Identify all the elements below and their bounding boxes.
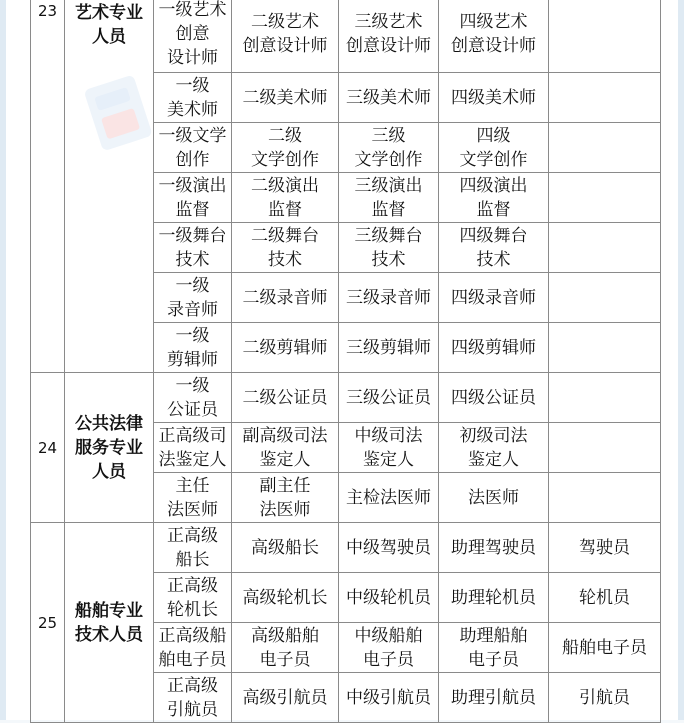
table-cell: 三级舞台 技术 xyxy=(339,223,439,273)
table-cell: 四级美术师 xyxy=(439,73,549,123)
table-cell: 三级演出 监督 xyxy=(339,173,439,223)
table-cell: 主检法医师 xyxy=(339,473,439,523)
table-row xyxy=(31,373,661,423)
table-cell xyxy=(549,223,661,273)
table-cell: 主任 法医师 xyxy=(154,473,232,523)
table-cell: 中级船舶 电子员 xyxy=(339,623,439,673)
group-number: 23 xyxy=(31,0,65,373)
table-cell: 二级舞台 技术 xyxy=(232,223,339,273)
table-cell: 三级艺术 创意设计师 xyxy=(339,0,439,73)
table-cell: 正高级司 法鉴定人 xyxy=(154,423,232,473)
table-cell: 二级录音师 xyxy=(232,273,339,323)
table-cell xyxy=(549,73,661,123)
table-cell: 二级演出 监督 xyxy=(232,173,339,223)
table-cell xyxy=(549,423,661,473)
group-category: 公共法律 服务专业 人员 xyxy=(65,373,154,523)
group-category: 船舶专业 技术人员 xyxy=(65,523,154,723)
table-cell: 二级公证员 xyxy=(232,373,339,423)
table-cell: 正高级 船长 xyxy=(154,523,232,573)
table-cell: 助理船舶 电子员 xyxy=(439,623,549,673)
table-cell: 正高级 引航员 xyxy=(154,673,232,723)
table-cell xyxy=(549,0,661,73)
table-cell xyxy=(549,173,661,223)
table-cell: 法医师 xyxy=(439,473,549,523)
table-cell: 一级演出 监督 xyxy=(154,173,232,223)
table-cell: 四级录音师 xyxy=(439,273,549,323)
table-cell xyxy=(549,323,661,373)
table-cell: 高级船舶 电子员 xyxy=(232,623,339,673)
table-cell: 轮机员 xyxy=(549,573,661,623)
table-cell: 四级剪辑师 xyxy=(439,323,549,373)
table-cell: 四级艺术 创意设计师 xyxy=(439,0,549,73)
table-cell: 正高级 轮机长 xyxy=(154,573,232,623)
table-cell xyxy=(549,123,661,173)
table-row xyxy=(31,0,661,73)
table-cell: 一级 美术师 xyxy=(154,73,232,123)
table-cell: 中级司法 鉴定人 xyxy=(339,423,439,473)
professional-title-table xyxy=(30,0,661,723)
table-cell xyxy=(549,273,661,323)
table-cell: 一级文学 创作 xyxy=(154,123,232,173)
table-cell: 四级舞台 技术 xyxy=(439,223,549,273)
group-number: 24 xyxy=(31,373,65,523)
table-cell: 高级轮机长 xyxy=(232,573,339,623)
table-cell: 副高级司法 鉴定人 xyxy=(232,423,339,473)
table-cell: 中级轮机员 xyxy=(339,573,439,623)
table-cell: 正高级船 舶电子员 xyxy=(154,623,232,673)
table-cell: 四级 文学创作 xyxy=(439,123,549,173)
group-category: 艺术专业 人员 xyxy=(65,0,154,373)
table-cell xyxy=(549,473,661,523)
table-cell: 四级公证员 xyxy=(439,373,549,423)
table-cell: 一级艺术 创意 设计师 xyxy=(154,0,232,73)
table-cell: 高级船长 xyxy=(232,523,339,573)
table-cell: 高级引航员 xyxy=(232,673,339,723)
table-cell: 三级公证员 xyxy=(339,373,439,423)
table-cell: 引航员 xyxy=(549,673,661,723)
table-cell: 中级驾驶员 xyxy=(339,523,439,573)
table-cell: 二级 文学创作 xyxy=(232,123,339,173)
table-cell: 二级美术师 xyxy=(232,73,339,123)
table-cell xyxy=(549,373,661,423)
table-cell: 一级舞台 技术 xyxy=(154,223,232,273)
table-cell: 船舶电子员 xyxy=(549,623,661,673)
table-cell: 副主任 法医师 xyxy=(232,473,339,523)
table-cell: 三级录音师 xyxy=(339,273,439,323)
table-cell: 一级 公证员 xyxy=(154,373,232,423)
table-cell: 三级 文学创作 xyxy=(339,123,439,173)
table-cell: 初级司法 鉴定人 xyxy=(439,423,549,473)
table-cell: 三级剪辑师 xyxy=(339,323,439,373)
table-cell: 二级剪辑师 xyxy=(232,323,339,373)
table-row xyxy=(31,523,661,573)
table-cell: 一级 剪辑师 xyxy=(154,323,232,373)
table-cell: 三级美术师 xyxy=(339,73,439,123)
table-cell: 助理轮机员 xyxy=(439,573,549,623)
table-cell: 一级 录音师 xyxy=(154,273,232,323)
table-cell: 中级引航员 xyxy=(339,673,439,723)
table-cell: 四级演出 监督 xyxy=(439,173,549,223)
table-cell: 驾驶员 xyxy=(549,523,661,573)
table-cell: 助理驾驶员 xyxy=(439,523,549,573)
table-cell: 二级艺术 创意设计师 xyxy=(232,0,339,73)
table-cell: 助理引航员 xyxy=(439,673,549,723)
group-number: 25 xyxy=(31,523,65,723)
